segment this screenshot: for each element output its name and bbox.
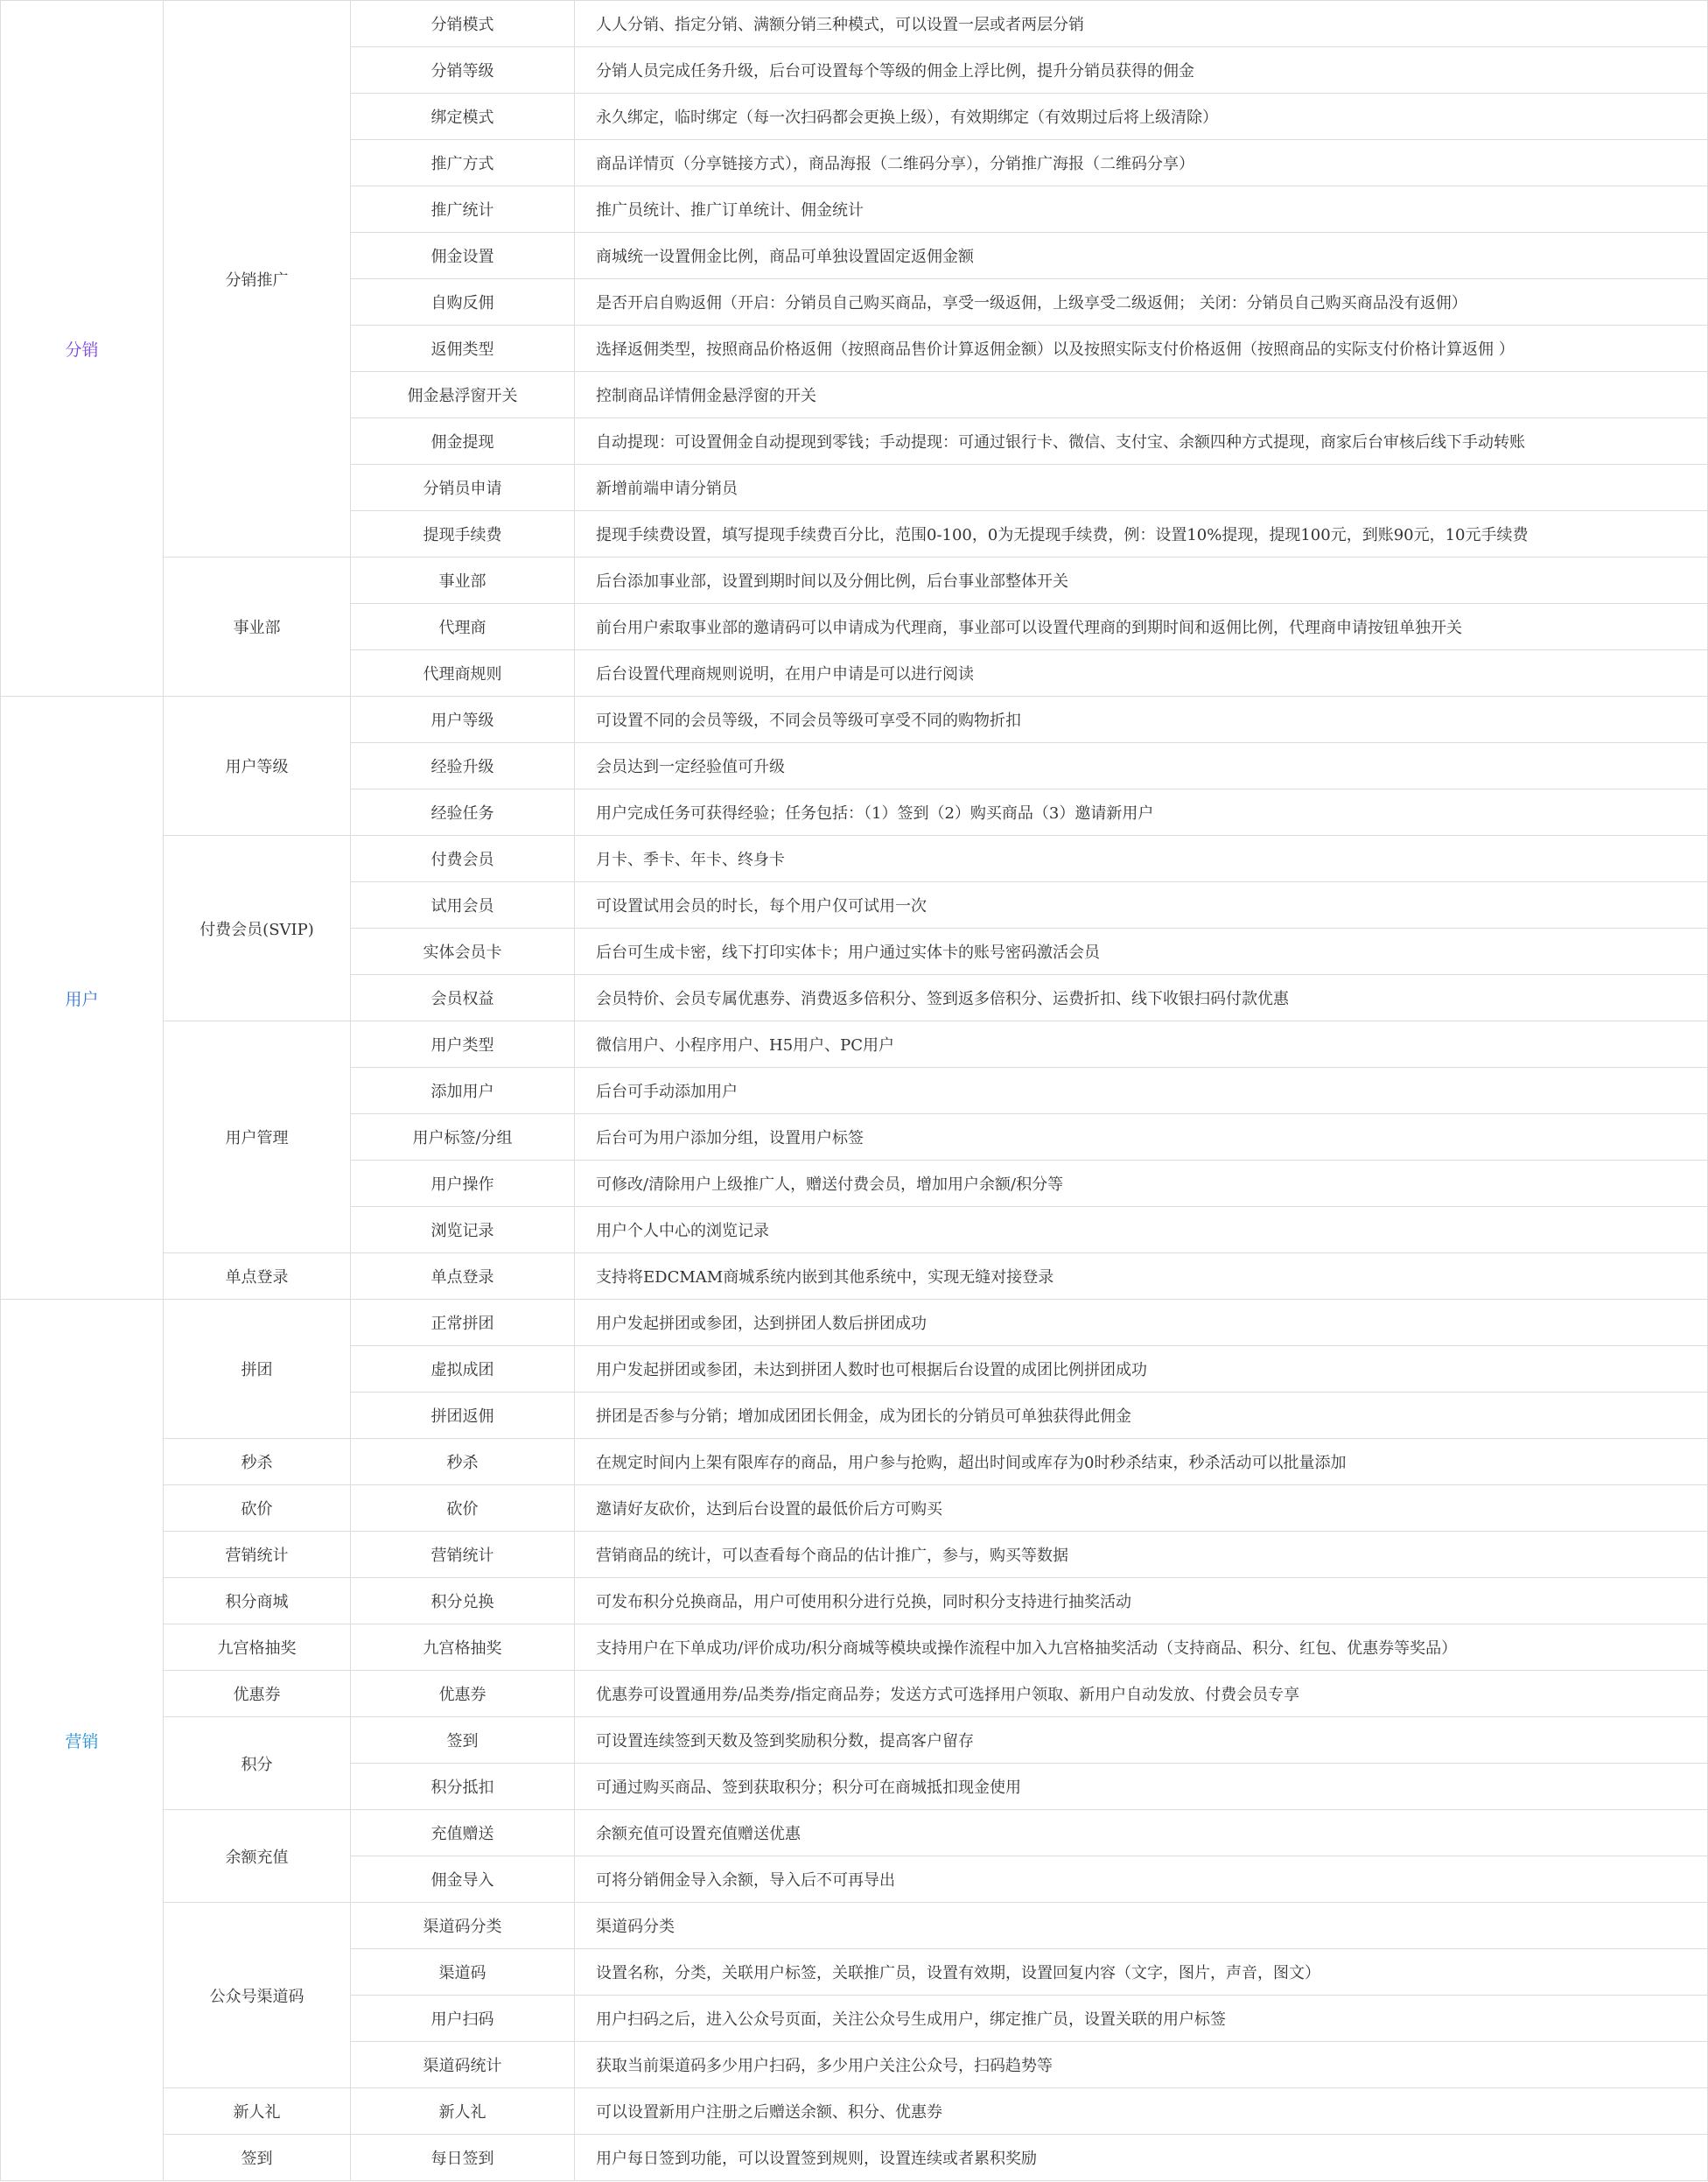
feature-name-cell: 优惠券 [351,1671,575,1717]
feature-name-cell: 营销统计 [351,1532,575,1578]
feature-description-cell: 可设置试用会员的时长，每个用户仅可试用一次 [575,882,1708,929]
feature-description-cell: 是否开启自购返佣（开启：分销员自己购买商品，享受一级返佣，上级享受二级返佣； 关闭：分销员自己购买商品没有返佣） [575,279,1708,326]
group-cell: 用户等级 [164,697,351,836]
feature-description-cell: 可发布积分兑换商品，用户可使用积分进行兑换，同时积分支持进行抽奖活动 [575,1578,1708,1624]
feature-description-cell: 可通过购买商品、签到获取积分；积分可在商城抵扣现金使用 [575,1764,1708,1810]
feature-name-cell: 九宫格抽奖 [351,1624,575,1671]
table-row [1,1717,1708,1764]
group-cell: 营销统计 [164,1532,351,1578]
table-row [1,1903,1708,1949]
feature-name-cell: 代理商规则 [351,650,575,697]
feature-description-cell: 用户扫码之后，进入公众号页面，关注公众号生成用户，绑定推广员，设置关联的用户标签 [575,1996,1708,2042]
feature-description-cell: 用户发起拼团或参团，达到拼团人数后拼团成功 [575,1300,1708,1346]
feature-name-cell: 经验升级 [351,743,575,789]
feature-description-cell: 月卡、季卡、年卡、终身卡 [575,836,1708,882]
feature-name-cell: 渠道码 [351,1949,575,1996]
feature-description-cell: 提现手续费设置，填写提现手续费百分比，范围0-100，0为无提现手续费，例：设置10%提现，提现100元，到账90元，10元手续费 [575,511,1708,558]
feature-description-cell: 商品详情页（分享链接方式），商品海报（二维码分享），分销推广海报（二维码分享） [575,140,1708,186]
feature-name-cell: 会员权益 [351,975,575,1021]
table-row [1,2135,1708,2181]
feature-name-cell: 积分抵扣 [351,1764,575,1810]
feature-name-cell: 充值赠送 [351,1810,575,1856]
feature-name-cell: 用户等级 [351,697,575,743]
feature-table-body [1,1,1708,2181]
feature-name-cell: 虚拟成团 [351,1346,575,1393]
feature-name-cell: 签到 [351,1717,575,1764]
group-cell: 砍价 [164,1485,351,1532]
feature-name-cell: 试用会员 [351,882,575,929]
feature-description-cell: 会员特价、会员专属优惠券、消费返多倍积分、签到返多倍积分、运费折扣、线下收银扫码付款优惠 [575,975,1708,1021]
feature-name-cell: 付费会员 [351,836,575,882]
feature-name-cell: 秒杀 [351,1439,575,1485]
group-cell: 优惠券 [164,1671,351,1717]
feature-name-cell: 佣金提现 [351,418,575,465]
feature-description-cell: 可设置不同的会员等级，不同会员等级可享受不同的购物折扣 [575,697,1708,743]
feature-name-cell: 推广统计 [351,186,575,233]
feature-description-cell: 可以设置新用户注册之后赠送余额、积分、优惠券 [575,2088,1708,2135]
table-row [1,1532,1708,1578]
group-cell: 秒杀 [164,1439,351,1485]
feature-description-cell: 自动提现：可设置佣金自动提现到零钱；手动提现：可通过银行卡、微信、支付宝、余额四种方式提现，商家后台审核后线下手动转账 [575,418,1708,465]
feature-name-cell: 佣金设置 [351,233,575,279]
feature-description-cell: 可将分销佣金导入余额，导入后不可再导出 [575,1856,1708,1903]
feature-description-cell: 用户个人中心的浏览记录 [575,1207,1708,1253]
feature-description-cell: 获取当前渠道码多少用户扫码，多少用户关注公众号，扫码趋势等 [575,2042,1708,2088]
feature-description-cell: 营销商品的统计，可以查看每个商品的估计推广，参与，购买等数据 [575,1532,1708,1578]
group-cell: 签到 [164,2135,351,2181]
feature-name-cell: 分销等级 [351,47,575,94]
feature-description-cell: 支持用户在下单成功/评价成功/积分商城等模块或操作流程中加入九宫格抽奖活动（支持商品、积分、红包、优惠券等奖品） [575,1624,1708,1671]
feature-name-cell: 用户类型 [351,1021,575,1068]
feature-name-cell: 用户操作 [351,1161,575,1207]
feature-name-cell: 自购反佣 [351,279,575,326]
feature-description-cell: 设置名称，分类，关联用户标签，关联推广员，设置有效期，设置回复内容（文字，图片，声音，图文） [575,1949,1708,1996]
group-cell: 分销推广 [164,1,351,558]
group-cell: 积分商城 [164,1578,351,1624]
feature-name-cell: 返佣类型 [351,326,575,372]
table-row [1,697,1708,743]
table-row [1,1300,1708,1346]
table-row [1,2088,1708,2135]
table-row [1,1021,1708,1068]
feature-name-cell: 推广方式 [351,140,575,186]
feature-description-cell: 余额充值可设置充值赠送优惠 [575,1810,1708,1856]
feature-description-cell: 商城统一设置佣金比例，商品可单独设置固定返佣金额 [575,233,1708,279]
group-cell: 单点登录 [164,1253,351,1300]
feature-description-cell: 拼团是否参与分销；增加成团团长佣金，成为团长的分销员可单独获得此佣金 [575,1393,1708,1439]
table-row [1,1671,1708,1717]
category-cell: 分销 [1,1,164,697]
feature-description-cell: 用户每日签到功能，可以设置签到规则，设置连续或者累积奖励 [575,2135,1708,2181]
feature-description-cell: 后台可为用户添加分组，设置用户标签 [575,1114,1708,1161]
feature-name-cell: 事业部 [351,558,575,604]
feature-description-cell: 会员达到一定经验值可升级 [575,743,1708,789]
feature-name-cell: 新人礼 [351,2088,575,2135]
group-cell: 余额充值 [164,1810,351,1903]
feature-name-cell: 添加用户 [351,1068,575,1114]
table-row [1,1439,1708,1485]
feature-name-cell: 绑定模式 [351,94,575,140]
feature-description-cell: 分销人员完成任务升级，后台可设置每个等级的佣金上浮比例，提升分销员获得的佣金 [575,47,1708,94]
feature-name-cell: 用户扫码 [351,1996,575,2042]
table-row [1,1253,1708,1300]
category-cell: 用户 [1,697,164,1300]
feature-description-cell: 用户发起拼团或参团，未达到拼团人数时也可根据后台设置的成团比例拼团成功 [575,1346,1708,1393]
table-row [1,1810,1708,1856]
table-row [1,836,1708,882]
feature-description-cell: 在规定时间内上架有限库存的商品，用户参与抢购，超出时间或库存为0时秒杀结束，秒杀活动可以批量添加 [575,1439,1708,1485]
table-row [1,558,1708,604]
group-cell: 事业部 [164,558,351,697]
feature-description-cell: 推广员统计、推广订单统计、佣金统计 [575,186,1708,233]
feature-description-cell: 控制商品详情佣金悬浮窗的开关 [575,372,1708,418]
feature-name-cell: 渠道码统计 [351,2042,575,2088]
feature-name-cell: 实体会员卡 [351,929,575,975]
feature-description-cell: 永久绑定，临时绑定（每一次扫码都会更换上级），有效期绑定（有效期过后将上级清除） [575,94,1708,140]
feature-description-cell: 后台添加事业部，设置到期时间以及分佣比例，后台事业部整体开关 [575,558,1708,604]
table-row [1,1,1708,47]
feature-name-cell: 分销模式 [351,1,575,47]
group-cell: 九宫格抽奖 [164,1624,351,1671]
feature-name-cell: 用户标签/分组 [351,1114,575,1161]
feature-name-cell: 代理商 [351,604,575,650]
feature-description-cell: 前台用户索取事业部的邀请码可以申请成为代理商，事业部可以设置代理商的到期时间和返佣比例，代理商申请按钮单独开关 [575,604,1708,650]
feature-name-cell: 提现手续费 [351,511,575,558]
feature-description-cell: 选择返佣类型，按照商品价格返佣（按照商品售价计算返佣金额）以及按照实际支付价格返佣（按照商品的实际支付价格计算返佣 ） [575,326,1708,372]
feature-name-cell: 拼团返佣 [351,1393,575,1439]
feature-description-cell: 渠道码分类 [575,1903,1708,1949]
feature-name-cell: 每日签到 [351,2135,575,2181]
feature-description-cell: 邀请好友砍价，达到后台设置的最低价后方可购买 [575,1485,1708,1532]
table-row [1,1624,1708,1671]
feature-name-cell: 渠道码分类 [351,1903,575,1949]
feature-description-cell: 用户完成任务可获得经验；任务包括：（1）签到（2）购买商品（3）邀请新用户 [575,789,1708,836]
feature-description-cell: 微信用户、小程序用户、H5用户、PC用户 [575,1021,1708,1068]
feature-name-cell: 经验任务 [351,789,575,836]
feature-description-cell: 后台可生成卡密，线下打印实体卡；用户通过实体卡的账号密码激活会员 [575,929,1708,975]
feature-name-cell: 砍价 [351,1485,575,1532]
group-cell: 拼团 [164,1300,351,1439]
feature-name-cell: 分销员申请 [351,465,575,511]
feature-name-cell: 佣金导入 [351,1856,575,1903]
feature-description-cell: 新增前端申请分销员 [575,465,1708,511]
feature-name-cell: 浏览记录 [351,1207,575,1253]
feature-description-cell: 优惠券可设置通用券/品类券/指定商品券；发送方式可选择用户领取、新用户自动发放、付费会员专享 [575,1671,1708,1717]
feature-name-cell: 正常拼团 [351,1300,575,1346]
feature-name-cell: 积分兑换 [351,1578,575,1624]
feature-name-cell: 单点登录 [351,1253,575,1300]
group-cell: 积分 [164,1717,351,1810]
feature-description-cell: 人人分销、指定分销、满额分销三种模式，可以设置一层或者两层分销 [575,1,1708,47]
group-cell: 新人礼 [164,2088,351,2135]
feature-name-cell: 佣金悬浮窗开关 [351,372,575,418]
feature-description-cell: 可修改/清除用户上级推广人，赠送付费会员，增加用户余额/积分等 [575,1161,1708,1207]
group-cell: 付费会员(SVIP) [164,836,351,1021]
table-row [1,1485,1708,1532]
feature-description-cell: 可设置连续签到天数及签到奖励积分数，提高客户留存 [575,1717,1708,1764]
feature-description-cell: 后台可手动添加用户 [575,1068,1708,1114]
group-cell: 公众号渠道码 [164,1903,351,2088]
table-row [1,1578,1708,1624]
feature-description-cell: 支持将EDCMAM商城系统内嵌到其他系统中，实现无缝对接登录 [575,1253,1708,1300]
feature-description-cell: 后台设置代理商规则说明，在用户申请是可以进行阅读 [575,650,1708,697]
category-cell: 营销 [1,1300,164,2181]
group-cell: 用户管理 [164,1021,351,1253]
